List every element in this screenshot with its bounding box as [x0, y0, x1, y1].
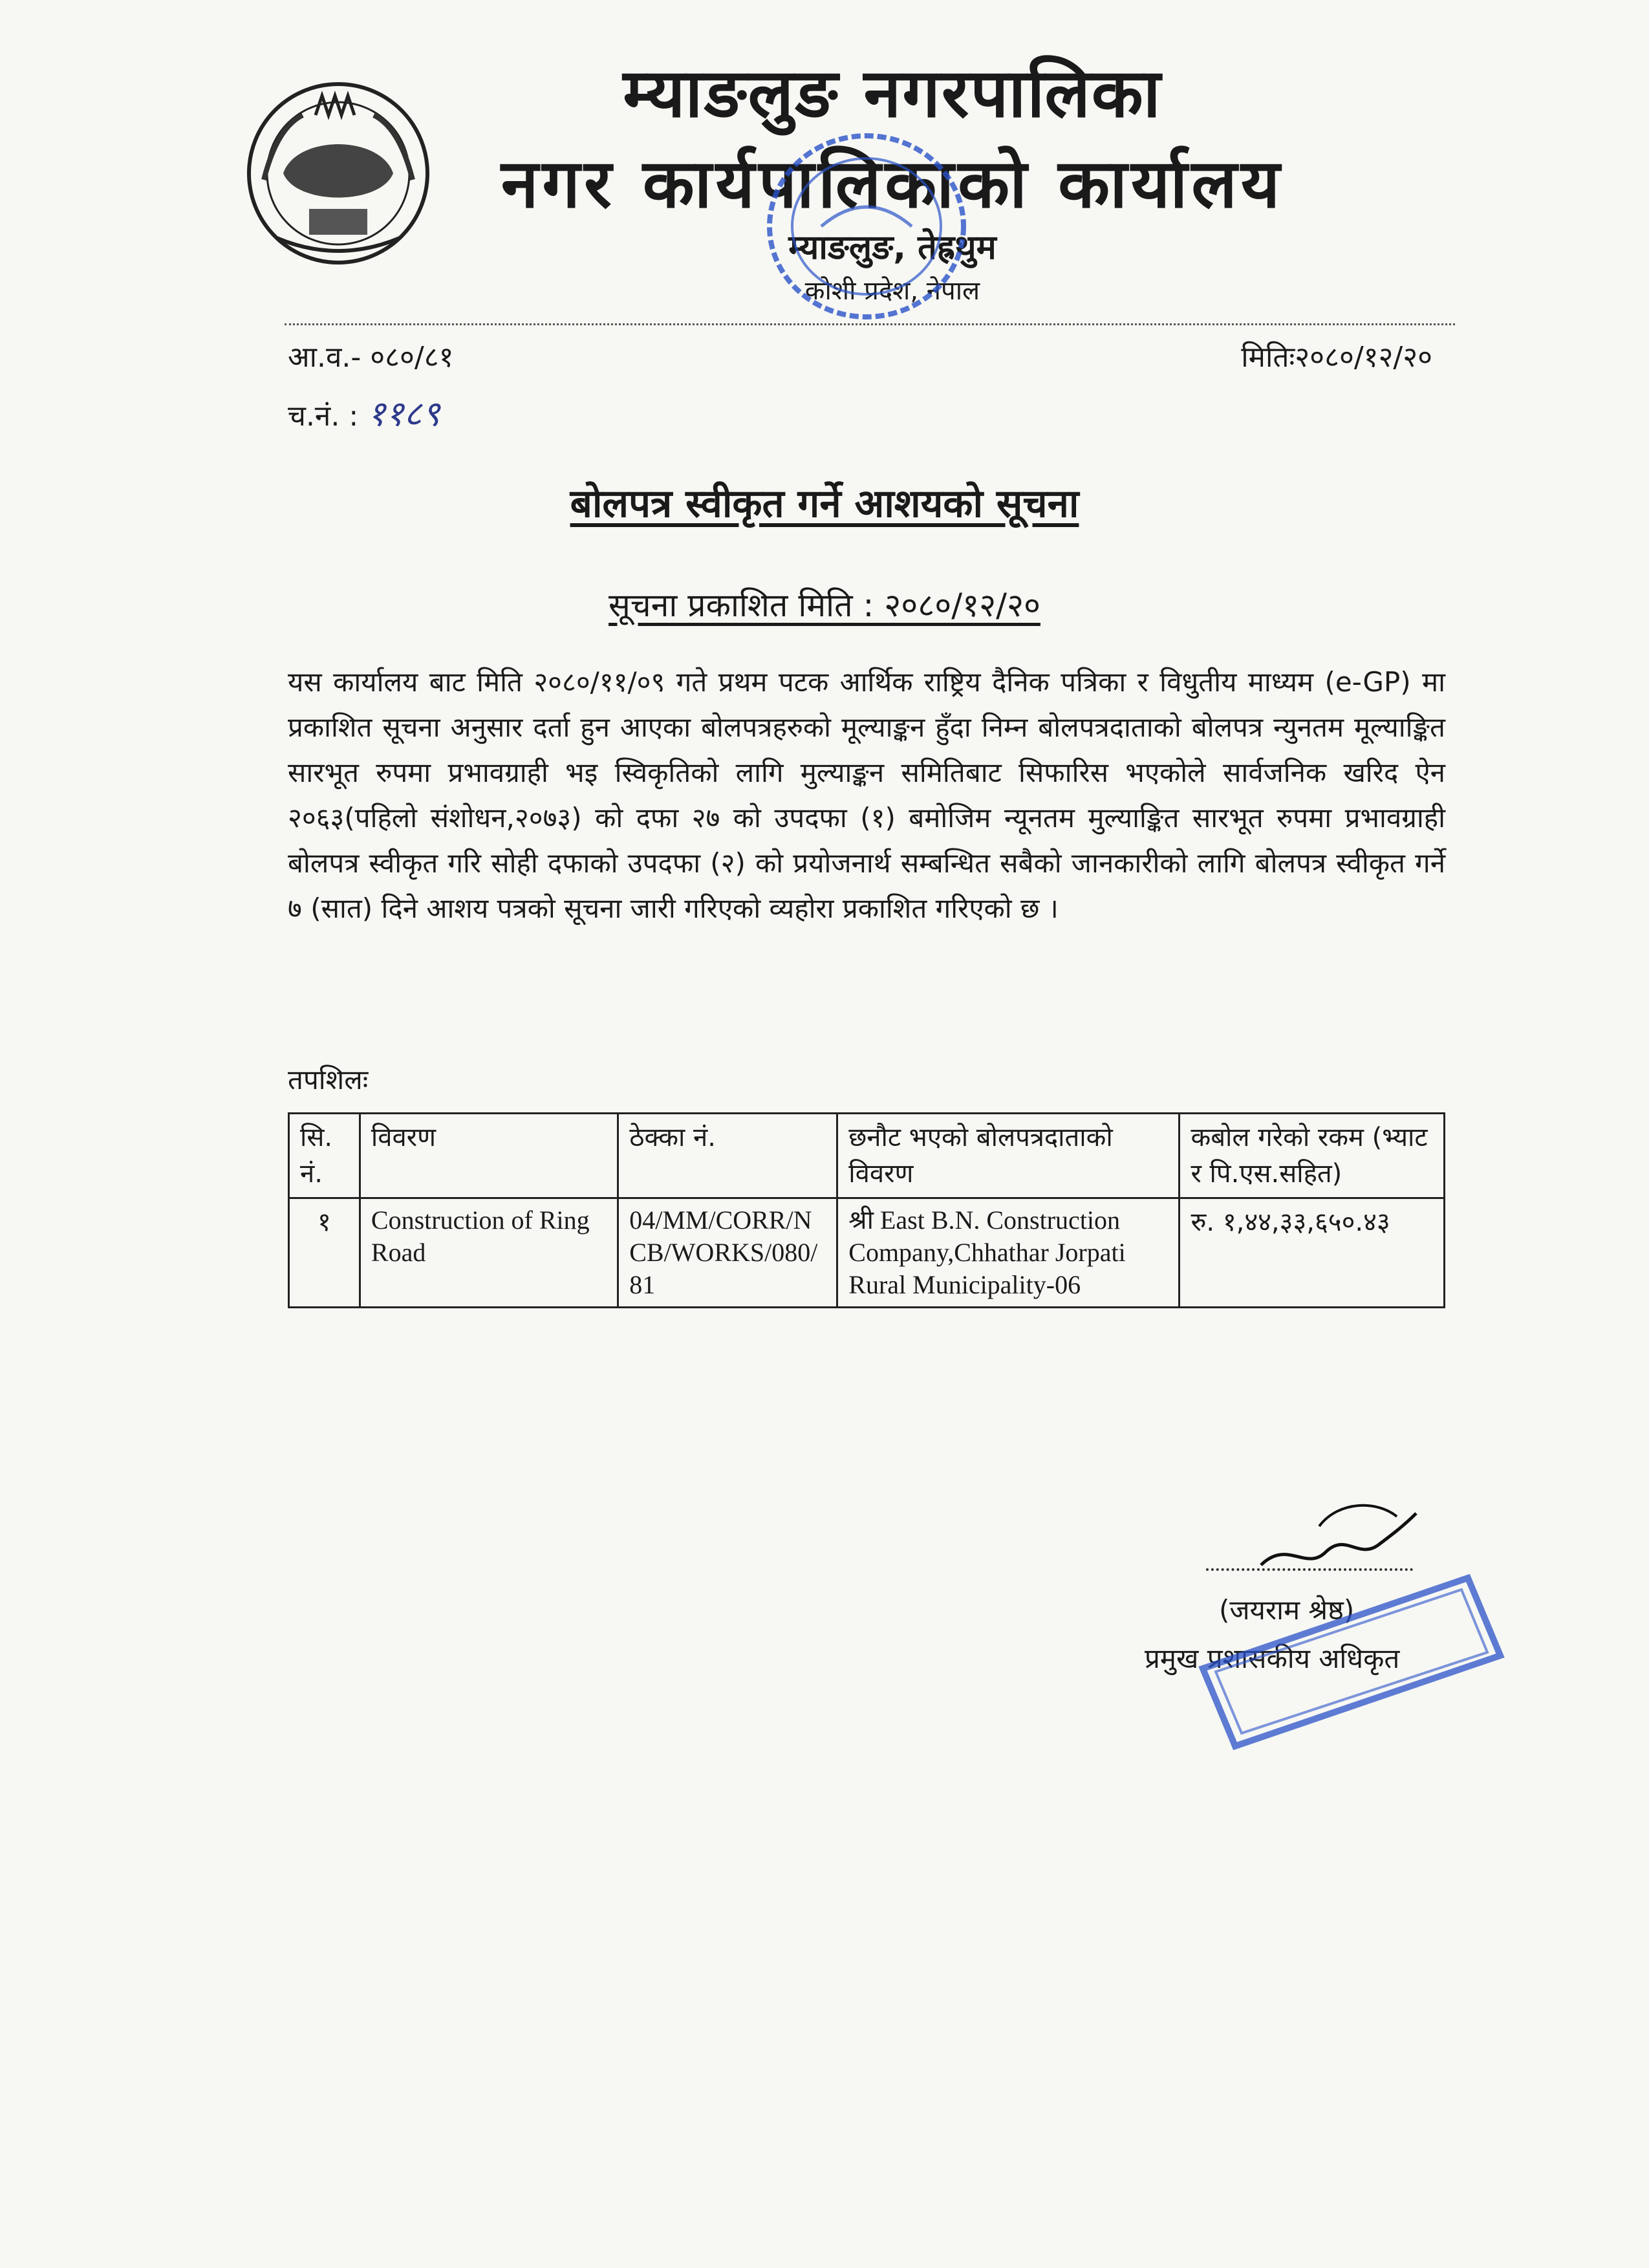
dispatch-number-value: ११८९ [367, 393, 440, 434]
fiscal-year: आ.व.- ०८०/८१ [288, 341, 454, 374]
column-header: सि. नं. [289, 1114, 360, 1198]
published-date [0, 582, 1649, 626]
column-header: विवरण [360, 1114, 618, 1198]
signatory-title: प्रमुख प्रशासकीय अधिकृत [1145, 1643, 1400, 1674]
cell-contract-no: 04/MM/CORR/NCB/WORKS/080/81 [618, 1198, 837, 1308]
notice-subject [0, 475, 1649, 528]
cell-serial: १ [289, 1198, 360, 1308]
table-caption: तपशिलः [288, 1064, 369, 1096]
cell-bidder: श्री East B.N. Construction Company,Chhathar Jorpati Rural Municipality-06 [837, 1198, 1180, 1308]
office-seal-stamp [711, 110, 1022, 343]
notice-body: यस कार्यालय बाट मिति २०८०/११/०९ गते प्रथम पटक आर्थिक राष्ट्रिय दैनिक पत्रिका र विधुतीय माध्यम (e-GP) मा प्रकाशित सूचना अनुसार दर्ता हुन आएका बोलपत्रहरुको मूल्याङ्कन हुँदा निम्न बोलपत्रदाताको बोलपत्र न्युनतम मूल्याङ्कित सारभूत रुपमा प्रभावग्राही भइ स्विकृतिको लागि मुल्याङ्कन समितिबाट सिफारिस भएकोले सार्वजनिक खरिद ऐन २०६३(पहिलो संशोधन,२०७३) को दफा २७ को उपदफा (१) बमोजिम न्यूनतम मुल्याङ्कित सारभूत रुपमा प्रभावग्राही बोलपत्र स्वीकृत गरि सोही दफाको उपदफा (२) को प्रयोजनार्थ सम्बन्धित सबैको जानकारीको लागि बोलपत्र स्वीकृत गर्ने ७ (सात) दिने आशय पत्रको सूचना जारी गरिएको व्यहोरा प्रकाशित गरिएको छ । [288, 666, 1445, 924]
office-address-line: म्याङलुङ, तेह्रथुम [788, 228, 997, 267]
award-table [288, 1112, 1445, 1308]
dispatch-number-label: च.नं. : [288, 400, 359, 433]
cell-amount: रु. १,४४,३३,६५०.४३ [1180, 1198, 1445, 1308]
table-header-row [289, 1114, 1445, 1198]
office-name-line2: नगर कार्यपालिकाको कार्यालय [501, 144, 1284, 223]
column-header: ठेक्का नं. [618, 1114, 837, 1198]
signatory-name: (जयराम श्रेष्ठ) [1219, 1594, 1355, 1626]
table-row [289, 1198, 1445, 1308]
dispatch-number [288, 388, 440, 436]
notice-subject-text: बोलपत्र स्वीकृत गर्ने आशयको सूचना [570, 481, 1079, 526]
office-province-line: कोशी प्रदेश, नेपाल [804, 276, 980, 306]
letter-date: मितिः२०८०/१२/२० [1241, 341, 1432, 374]
cell-description: Construction of Ring Road [360, 1198, 618, 1308]
office-name-line1: म्याङलुङ नगरपालिका [623, 53, 1162, 133]
officer-rubber-stamp [1164, 1539, 1526, 1785]
column-header: कबोल गरेको रकम (भ्याट र पि.एस.सहित) [1180, 1114, 1445, 1198]
published-date-text: सूचना प्रकाशित मिति : २०८०/१२/२० [609, 587, 1040, 624]
column-header: छनौट भएको बोलपत्रदाताको विवरण [837, 1114, 1180, 1198]
